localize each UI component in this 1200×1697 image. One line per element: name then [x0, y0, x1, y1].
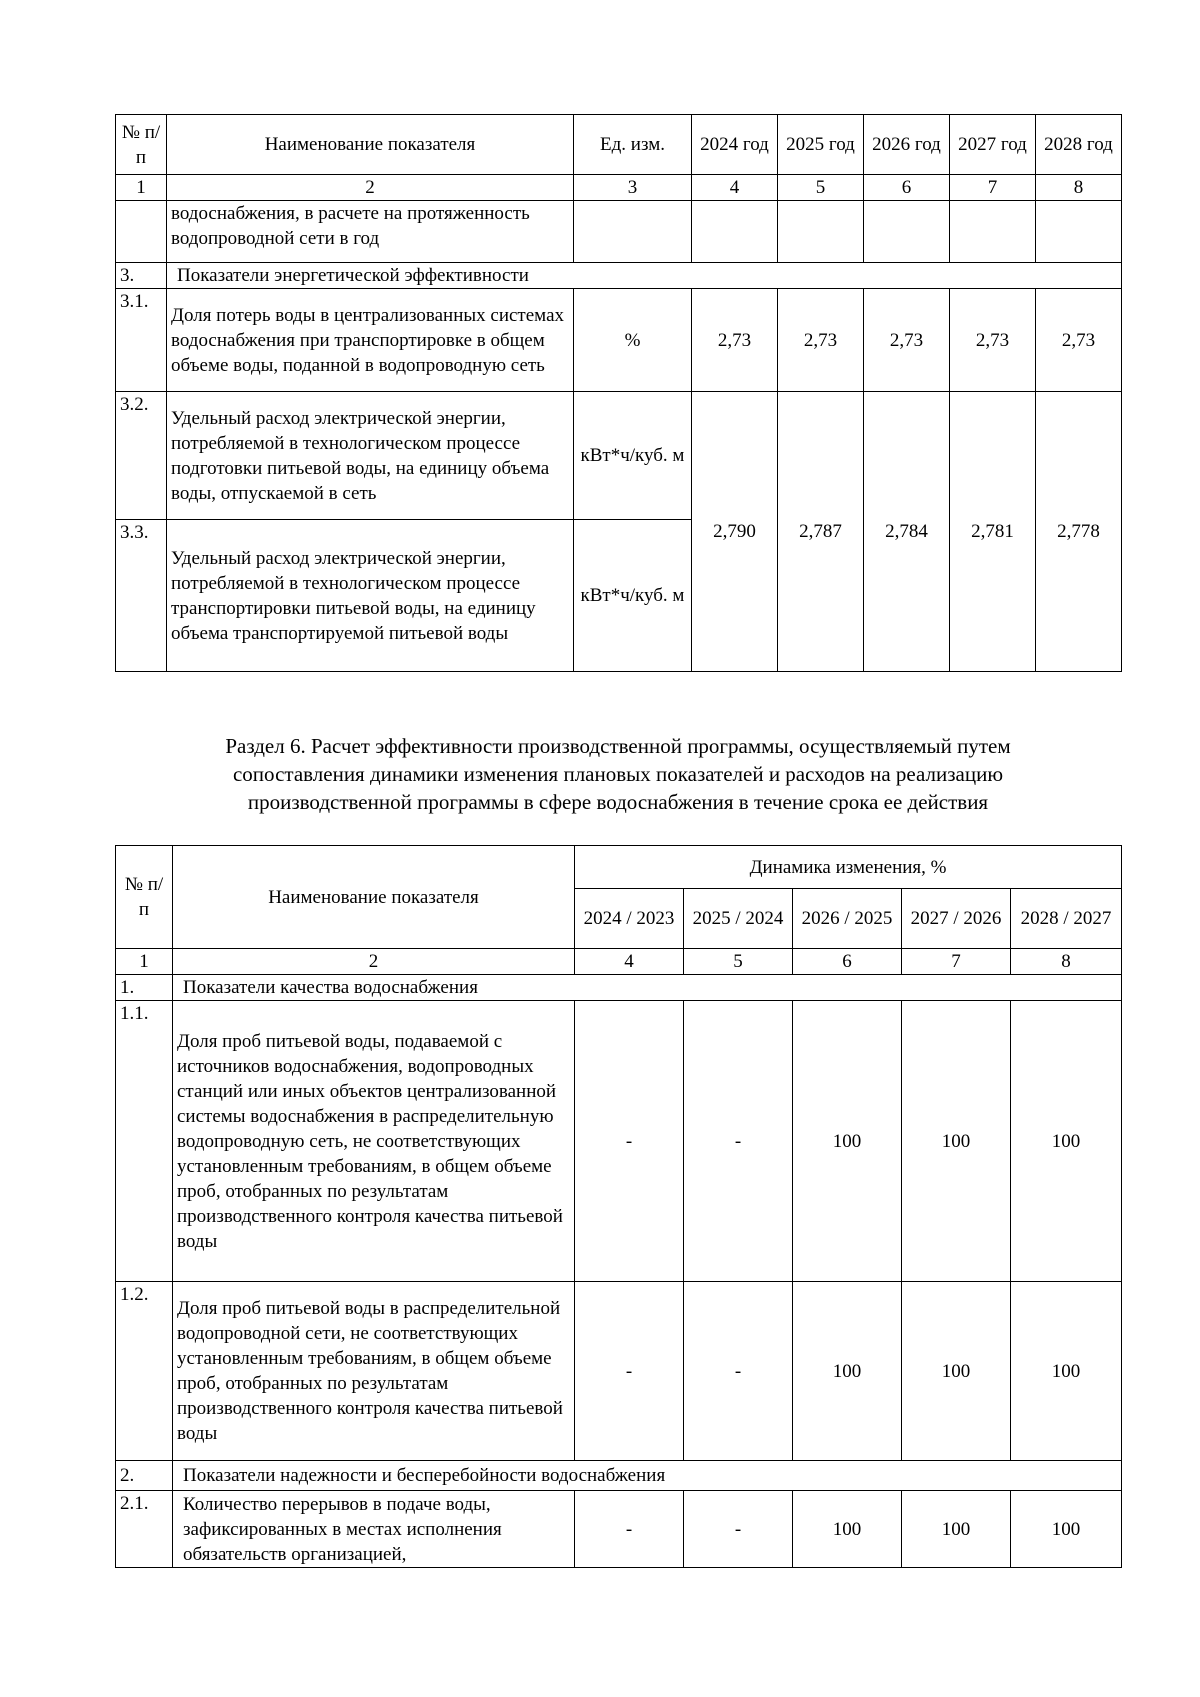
col-number: 2 — [173, 949, 575, 975]
header-group: Динамика изменения, % — [575, 846, 1122, 889]
value-cell: - — [684, 1282, 793, 1461]
header-year: 2028 / 2027 — [1011, 889, 1122, 949]
row-num: 1.1. — [116, 1001, 173, 1282]
section-row — [116, 263, 1122, 289]
section-title: Показатели надежности и бесперебойности водоснабжения — [173, 1461, 1122, 1491]
col-number: 2 — [167, 175, 574, 201]
value-cell: - — [575, 1491, 684, 1568]
header-year: 2026 / 2025 — [793, 889, 902, 949]
header-name: Наименование показателя — [173, 846, 575, 949]
section-num: 3. — [116, 263, 167, 289]
value-cell: 100 — [793, 1491, 902, 1568]
column-number-row — [116, 175, 1122, 201]
row-name: Доля проб питьевой воды в распределительной водопроводной сети, не соответствующих установленным требованиям, в общем объеме проб, отобранных по результатам производственного контроля качества питьевой воды — [173, 1282, 575, 1461]
header-year: 2026 год — [864, 115, 950, 175]
value-cell: 2,73 — [864, 289, 950, 392]
header-num: № п/п — [116, 846, 173, 949]
section-row — [116, 1461, 1122, 1491]
value-cell: 2,73 — [950, 289, 1036, 392]
table-row — [116, 289, 1122, 392]
value-cell: 2,787 — [778, 392, 864, 672]
row-unit: кВт*ч/куб. м — [574, 392, 692, 520]
row-name: Количество перерывов в подаче воды, зафиксированных в местах исполнения обязательств организацией, — [173, 1491, 575, 1568]
heading-line: производственной программы в сфере водоснабжения в течение срока ее действия — [247, 790, 989, 814]
col-number: 3 — [574, 175, 692, 201]
value-cell: 100 — [1011, 1491, 1122, 1568]
col-number: 4 — [575, 949, 684, 975]
table-header-row — [116, 115, 1122, 175]
value-cell: 2,73 — [1036, 289, 1122, 392]
value-cell: 100 — [902, 1001, 1011, 1282]
col-number: 6 — [864, 175, 950, 201]
value-cell: 100 — [793, 1001, 902, 1282]
heading-line: сопоставления динамики изменения плановых показателей и расходов на реализацию — [232, 762, 1004, 786]
row-name: Доля проб питьевой воды, подаваемой с источников водоснабжения, водопроводных станций или иных объектов централизованной системы водоснабжения в распределительную водопроводную сеть, не соответствующих установленным требованиям, в общем объеме проб, отобранных по результатам производственного контроля качества питьевой воды — [173, 1001, 575, 1282]
table-row — [116, 1491, 1122, 1568]
col-number: 4 — [692, 175, 778, 201]
header-year: 2025 год — [778, 115, 864, 175]
header-name: Наименование показателя — [167, 115, 574, 175]
header-num: № п/п — [116, 115, 167, 175]
value-cell: 2,784 — [864, 392, 950, 672]
section-num: 2. — [116, 1461, 173, 1491]
section-row — [116, 975, 1122, 1001]
indicators-table — [115, 114, 1122, 672]
row-num: 3.2. — [116, 392, 167, 520]
col-number: 5 — [778, 175, 864, 201]
row-name: Доля потерь воды в централизованных системах водоснабжения при транспортировке в общем объеме воды, поданной в водопроводную сеть — [167, 289, 574, 392]
row-unit: кВт*ч/куб. м — [574, 520, 692, 672]
value-cell: - — [684, 1491, 793, 1568]
header-year: 2025 / 2024 — [684, 889, 793, 949]
section-6-heading — [115, 732, 1121, 816]
table-row — [116, 1001, 1122, 1282]
table-row — [116, 1282, 1122, 1461]
col-number: 8 — [1011, 949, 1122, 975]
value-cell: - — [684, 1001, 793, 1282]
value-cell: 2,778 — [1036, 392, 1122, 672]
table-row — [116, 392, 1122, 520]
value-cell: 2,73 — [778, 289, 864, 392]
row-name: водоснабжения, в расчете на протяженность водопроводной сети в год — [167, 201, 574, 263]
row-num: 1.2. — [116, 1282, 173, 1461]
col-number: 6 — [793, 949, 902, 975]
row-num: 2.1. — [116, 1491, 173, 1568]
row-num: 3.3. — [116, 520, 167, 672]
section-title: Показатели энергетической эффективности — [167, 263, 1122, 289]
table-header-row — [116, 846, 1122, 889]
dynamics-table — [115, 845, 1122, 1568]
row-unit: % — [574, 289, 692, 392]
col-number: 8 — [1036, 175, 1122, 201]
col-number: 1 — [116, 949, 173, 975]
value-cell: 100 — [902, 1491, 1011, 1568]
table-row — [116, 201, 1122, 263]
section-num: 1. — [116, 975, 173, 1001]
row-num: 3.1. — [116, 289, 167, 392]
section-title: Показатели качества водоснабжения — [173, 975, 1122, 1001]
header-year: 2027 год — [950, 115, 1036, 175]
heading-line: Раздел 6. Расчет эффективности производственной программы, осуществляемый путем — [225, 734, 1011, 758]
header-year: 2024 год — [692, 115, 778, 175]
value-cell: - — [575, 1001, 684, 1282]
row-name: Удельный расход электрической энергии, потребляемой в технологическом процессе подготовки питьевой воды, на единицу объема воды, отпускаемой в сеть — [167, 392, 574, 520]
value-cell: 2,781 — [950, 392, 1036, 672]
header-year: 2027 / 2026 — [902, 889, 1011, 949]
value-cell: 100 — [793, 1282, 902, 1461]
value-cell: - — [575, 1282, 684, 1461]
header-unit: Ед. изм. — [574, 115, 692, 175]
col-number: 5 — [684, 949, 793, 975]
column-number-row — [116, 949, 1122, 975]
value-cell: 2,73 — [692, 289, 778, 392]
row-name: Удельный расход электрической энергии, потребляемой в технологическом процессе транспортировки питьевой воды, на единицу объема транспортируемой питьевой воды — [167, 520, 574, 672]
col-number: 7 — [902, 949, 1011, 975]
header-year: 2024 / 2023 — [575, 889, 684, 949]
col-number: 7 — [950, 175, 1036, 201]
value-cell: 100 — [1011, 1282, 1122, 1461]
header-year: 2028 год — [1036, 115, 1122, 175]
col-number: 1 — [116, 175, 167, 201]
value-cell: 2,790 — [692, 392, 778, 672]
value-cell: 100 — [1011, 1001, 1122, 1282]
value-cell: 100 — [902, 1282, 1011, 1461]
